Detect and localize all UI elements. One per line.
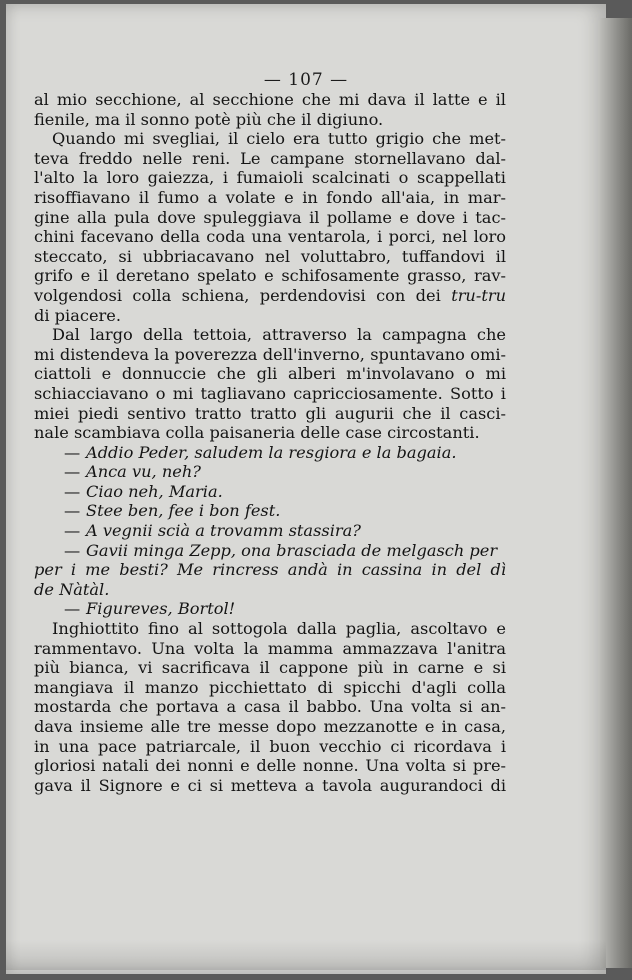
dialogue-text: Addio Peder, saludem la resgiora e la bagaia. (86, 442, 457, 462)
dialogue-continuation: per i me besti? Me rincress andà in cassina in del dì (34, 560, 506, 580)
text-line: al mio secchione, al secchione che mi dava il latte e il (34, 90, 506, 109)
dialogue-line (34, 599, 506, 619)
text-line: teva freddo nelle reni. Le campane stornellavano dal- (34, 148, 506, 168)
text-line: fienile, ma il sonno potè più che il digiuno. (34, 109, 384, 129)
dialogue-line (34, 462, 506, 482)
text-line: Dal largo della tettoia, attraverso la campagna che (52, 325, 506, 345)
text-line-mixed (34, 286, 506, 306)
text-line: gloriosi natali dei nonni e delle nonne. Una volta si pre- (34, 756, 506, 776)
dash-mark: — (64, 521, 81, 541)
dash-mark: — (64, 540, 81, 560)
paragraph-2 (34, 129, 506, 325)
dialogue-line (34, 482, 506, 502)
text-line: gava il Signore e ci si metteva a tavola augurandoci di (34, 775, 506, 795)
dialogue-text: Ciao neh, Maria. (86, 481, 223, 501)
text-line: steccato, si ubbriacavano nel voluttabro, tuffandovi il (34, 246, 506, 266)
text-line: rammentavo. Una volta la mamma ammazzava l'anitra (34, 638, 506, 658)
bottom-shadow (6, 940, 606, 970)
dash-mark: — (64, 462, 81, 482)
text-line: miei piedi sentivo tratto tratto gli augurii che il casci- (34, 403, 506, 423)
dialogue-text: Figureves, Bortol! (86, 599, 236, 619)
paragraph-1 (34, 90, 506, 129)
paragraph-4 (34, 619, 506, 795)
body-text (34, 90, 506, 795)
text-line: Quando mi svegliai, il cielo era tutto grigio che met- (52, 129, 506, 149)
dash-mark: — (64, 481, 81, 501)
text-line: mangiava il manzo picchiettato di spicchi d'agli colla (34, 677, 506, 697)
text-line: Inghiottito fino al sottogola dalla paglia, ascoltavo e (52, 619, 506, 639)
text-line: gine alla pula dove spuleggiava il pollame e dove i tac- (34, 207, 506, 227)
text-line: nale scambiava colla paisaneria delle case circostanti. (34, 423, 480, 443)
dialogue-line (34, 443, 506, 463)
text-line: mostarda che portava a casa il babbo. Una volta si an- (34, 697, 506, 717)
text-line: schiacciavano o mi tagliavano capricciosamente. Sotto i (34, 383, 506, 403)
text-line: mi distendeva la poverezza dell'inverno, spuntavano omi- (34, 344, 506, 364)
dialogue-line (34, 541, 506, 561)
text-line: l'alto la loro gaiezza, i fumaioli scalcinati o scappellati (34, 168, 506, 188)
dialogue-line (34, 501, 506, 521)
text-line: ciattoli e donnuccie che gli alberi m'involavano o mi (34, 364, 506, 384)
page-edge-shadow (600, 18, 632, 968)
dialogue-text: Anca vu, neh? (86, 462, 201, 482)
dash-mark: — (64, 599, 81, 619)
text-segment: volgendosi colla schiena, perdendovisi con dei (34, 285, 441, 305)
dialogue-continuation: de Nàtàl. (34, 579, 110, 599)
dash-mark: — (64, 501, 81, 521)
text-line: in una pace patriarcale, il buon vecchio ci ricordava i (34, 736, 506, 756)
text-line: di piacere. (34, 305, 121, 325)
text-line: grifo e il deretano spelato e schifosamente grasso, rav- (34, 266, 506, 286)
text-line: chini facevano della coda una ventarola, i porci, nel loro (34, 227, 506, 247)
text-line: più bianca, vi sacrificava il cappone più in carne e si (34, 658, 506, 678)
text-line: risoffiavano il fumo a volate e in fondo all'aia, in mar- (34, 187, 506, 207)
dialogue-text: Gavii minga Zepp, ona brasciada de melgasch per (86, 540, 498, 560)
text-line: dava insieme alle tre messe dopo mezzanotte e in casa, (34, 717, 506, 736)
dialogue-text: A vegnii scià a trovamm stassira? (86, 521, 361, 541)
page-number: — 107 — (263, 70, 349, 90)
italic-word: tru-tru (451, 285, 506, 305)
dialogue-line (34, 521, 506, 541)
book-page (6, 4, 606, 974)
dialogue-block (34, 443, 506, 619)
dash-mark: — (64, 442, 81, 462)
dialogue-text: Stee ben, fee i bon fest. (86, 501, 281, 521)
paragraph-3 (34, 325, 506, 443)
